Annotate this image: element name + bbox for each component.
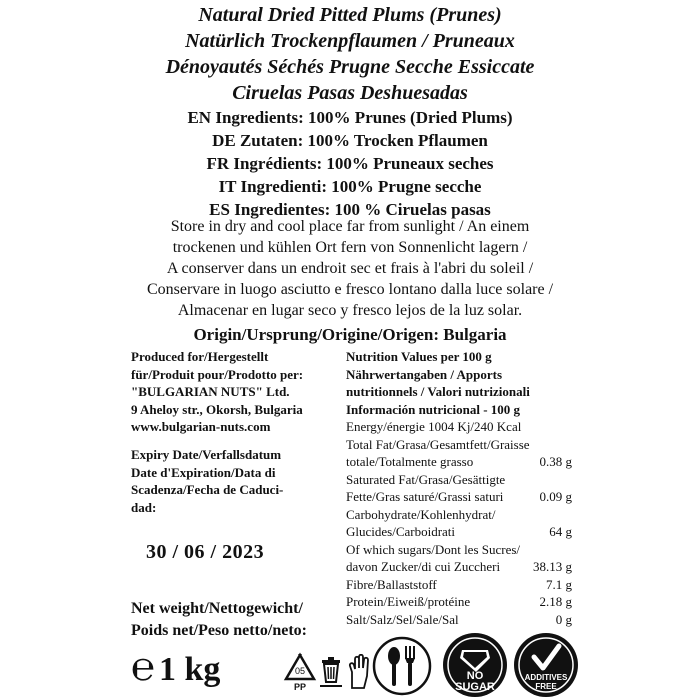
protein-value: 2.18 g: [539, 594, 572, 609]
nutrition-table: [346, 348, 572, 628]
nutrition-header: Nährwertangaben / Apports: [346, 366, 503, 382]
storage-instructions: [0, 216, 700, 321]
storage-line: Almacenar en lugar seco y fresco lejos de la luz solar.: [177, 302, 523, 319]
fat-row: [346, 453, 572, 471]
title-line: Natural Dried Pitted Plums (Prunes): [198, 4, 502, 26]
sat-fat-label-2: Fette/Gras saturé/Grassi saturi: [346, 489, 504, 504]
carb-value: 64 g: [549, 524, 572, 539]
no-sugar-text-2: SUGAR: [455, 681, 495, 693]
storage-line: Store in dry and cool place far from sunlight / An einem: [170, 218, 530, 235]
sugar-row: [346, 558, 572, 576]
additives-text-1: ADDITIVES: [524, 673, 568, 682]
additives-text-2: FREE: [535, 682, 557, 691]
nutrition-header: nutritionnels / Valori nutrizionali: [346, 384, 530, 399]
fibre-label: Fibre/Ballaststoff: [346, 576, 437, 592]
expiry-label-line: Scadenza/Fecha de Caduci-: [131, 482, 284, 497]
title-line: Natürlich Trockenpflaumen / Pruneaux: [185, 30, 515, 52]
storage-line: trockenen und kühlen Ort fern von Sonnenlicht lagern /: [172, 239, 528, 256]
net-weight-line: Net weight/Nettogewicht/: [131, 600, 303, 617]
nutrition-header: Información nutricional - 100 g: [346, 401, 521, 417]
salt-label: Salt/Salz/Sel/Sale/Sal: [346, 611, 459, 627]
sat-fat-label: Saturated Fat/Grasa/Gesättigte: [346, 471, 506, 487]
net-weight: [131, 643, 220, 690]
sugar-label: Of which sugars/Dont les Sucres/: [346, 541, 521, 557]
sugar-value: 38.13 g: [533, 559, 572, 574]
title-line: Dénoyautés Séchés Prugne Secche Essiccate: [165, 56, 535, 78]
producer-block: [131, 348, 341, 436]
storage-line: A conserver dans un endroit sec et frais à l'abri du soleil /: [166, 260, 534, 277]
producer-line: 9 Aheloy str., Okorsh, Bulgaria: [131, 401, 303, 417]
fibre-row: [346, 576, 572, 594]
energy-row: Energy/énergie 1004 Kj/240 Kcal: [346, 419, 522, 434]
recycle-material: PP: [293, 682, 307, 692]
ingredient-line: EN Ingredients: 100% Prunes (Dried Plums): [187, 108, 513, 127]
no-sugar-text-1: NO: [466, 670, 484, 682]
recycle-code: 05: [294, 666, 306, 676]
additives-free-icon: [513, 632, 579, 698]
fat-label-2: totale/Totalmente grasso: [346, 454, 474, 469]
food-safe-icon: [372, 636, 432, 696]
trash-bin-icon: [318, 654, 344, 688]
expiry-label-line: Date d'Expiration/Data di: [131, 464, 276, 480]
ingredient-line: FR Ingrédients: 100% Pruneaux seches: [206, 154, 494, 173]
fat-label: Total Fat/Grasa/Gesamtfett/Graisse: [346, 436, 530, 452]
hand-icon: [346, 654, 372, 690]
carb-label: Carbohydrate/Kohlenhydrat/: [346, 506, 496, 522]
ingredient-line: IT Ingredienti: 100% Prugne secche: [218, 177, 482, 196]
producer-line: "BULGARIAN NUTS" Ltd.: [131, 384, 290, 399]
carb-label-2: Glucides/Carboidrati: [346, 524, 456, 539]
title-line: Ciruelas Pasas Deshuesadas: [232, 82, 468, 104]
recycle-icon: [282, 652, 318, 692]
ingredient-line: DE Zutaten: 100% Trocken Pflaumen: [212, 131, 488, 150]
expiry-label-line: Expiry Date/Verfallsdatum: [131, 447, 282, 462]
origin-line: Origin/Ursprung/Origine/Origen: Bulgaria: [193, 325, 507, 344]
expiry-date: 30 / 06 / 2023: [146, 541, 265, 563]
estimated-sign: ℮: [131, 644, 156, 689]
carb-row: [346, 523, 572, 541]
nutrition-header: Nutrition Values per 100 g: [346, 349, 492, 364]
salt-value: 0 g: [555, 611, 572, 627]
storage-line: Conservare in luogo asciutto e fresco lontano dalla luce solare /: [146, 281, 554, 298]
expiry-label-line: dad:: [131, 499, 157, 515]
net-weight-line: Poids net/Peso netto/neto:: [131, 622, 307, 639]
sat-fat-value: 0.09 g: [539, 489, 572, 504]
fat-value: 0.38 g: [539, 454, 572, 469]
weight-value: 1 kg: [159, 651, 221, 688]
producer-website: www.bulgarian-nuts.com: [131, 419, 271, 434]
producer-line: Produced for/Hergestellt: [131, 349, 269, 364]
sat-fat-row: [346, 488, 572, 506]
protein-row: [346, 593, 572, 611]
protein-label: Protein/Eiweiß/protéine: [346, 594, 471, 609]
sugar-label-2: davon Zucker/di cui Zuccheri: [346, 559, 501, 574]
producer-line: für/Produit pour/Prodotto per:: [131, 366, 304, 382]
no-sugar-icon: [442, 632, 508, 698]
ingredient-line: ES Ingredientes: 100 % Ciruelas pasas: [209, 200, 491, 219]
ingredients-block: [0, 106, 700, 221]
certification-icons: [282, 632, 582, 696]
salt-row: [346, 611, 572, 629]
product-titles: [0, 2, 700, 106]
fibre-value: 7.1 g: [546, 576, 572, 592]
expiry-label: [131, 446, 331, 516]
